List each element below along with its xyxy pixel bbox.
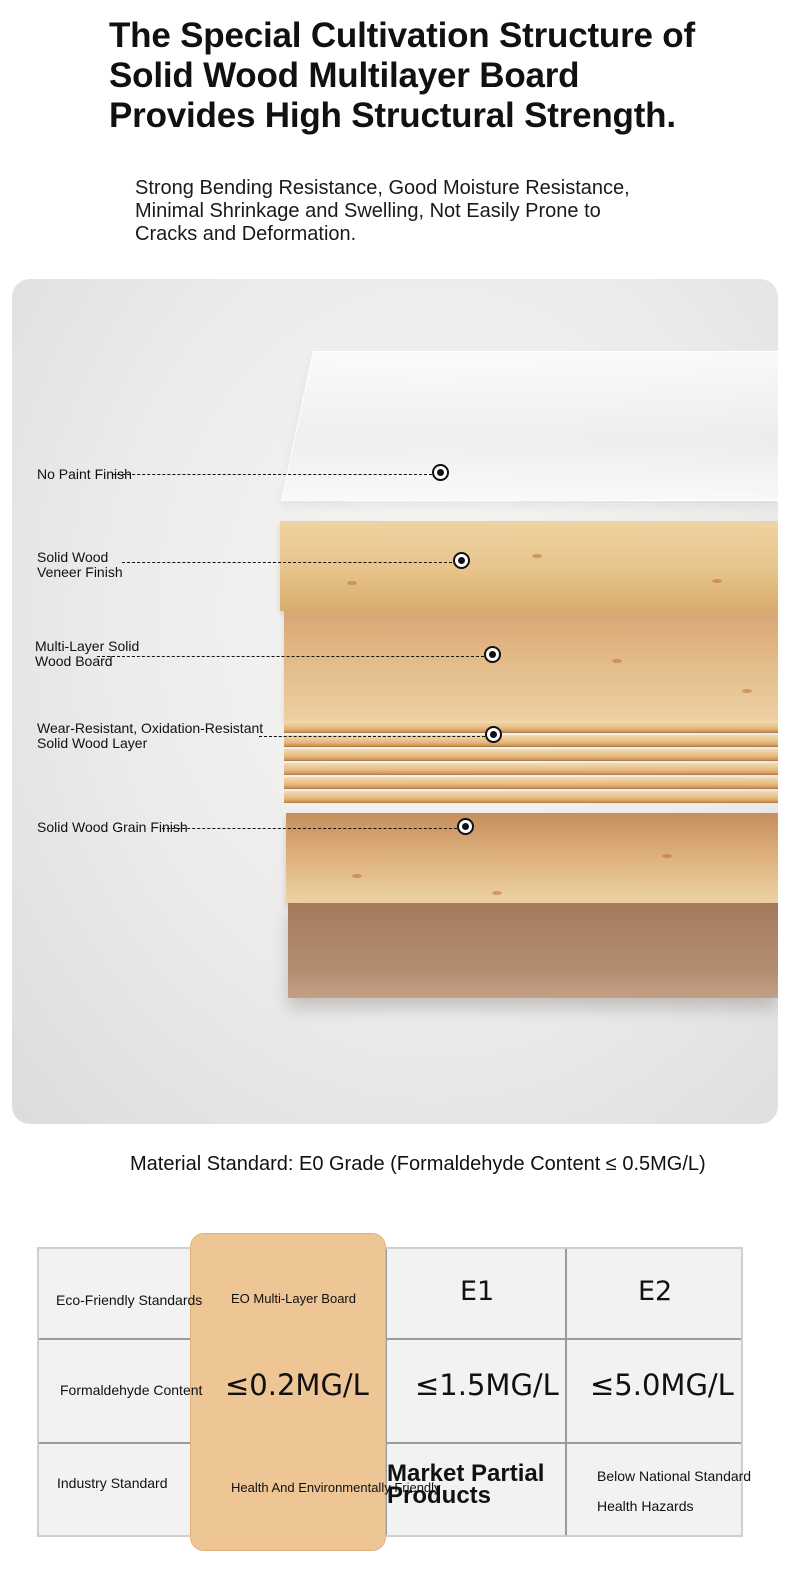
ply-stripe bbox=[284, 721, 778, 733]
table-divider bbox=[565, 1249, 567, 1535]
table-divider bbox=[39, 1442, 741, 1444]
ply-stripe bbox=[284, 791, 778, 803]
wood-knot bbox=[712, 579, 722, 583]
callout-label-grain-finish: Solid Wood Grain Finish bbox=[37, 819, 188, 835]
table-cell: ≤1.5MG/L bbox=[415, 1368, 559, 1402]
callout-label-no-paint: No Paint Finish bbox=[37, 466, 132, 482]
table-header: Eco-Friendly Standards bbox=[56, 1292, 203, 1308]
callout-marker bbox=[457, 818, 474, 835]
table-cell: ≤0.2MG/L bbox=[225, 1368, 369, 1402]
callout-line bbox=[162, 828, 457, 829]
callout-marker bbox=[453, 552, 470, 569]
wood-knot bbox=[347, 581, 357, 585]
callout-line bbox=[259, 736, 485, 737]
callout-marker bbox=[485, 726, 502, 743]
ply-stripe bbox=[284, 777, 778, 789]
callout-marker bbox=[432, 464, 449, 481]
row-label: Formaldehyde Content bbox=[60, 1382, 203, 1398]
grain-finish-layer bbox=[286, 813, 778, 903]
table-cell: Below National Standard Health Hazards bbox=[597, 1468, 752, 1514]
table-header: E2 bbox=[638, 1276, 673, 1307]
callout-marker bbox=[484, 646, 501, 663]
wood-knot bbox=[662, 854, 672, 858]
table-cell: Health And Environmentally Friendly bbox=[231, 1480, 441, 1495]
table-cell: ≤5.0MG/L bbox=[590, 1368, 734, 1402]
table-header: E1 bbox=[460, 1276, 495, 1307]
callout-label-wear-resistant: Wear-Resistant, Oxidation-Resistant Solid Wood Layer bbox=[37, 720, 264, 751]
callout-label-veneer: Solid Wood Veneer Finish bbox=[37, 549, 123, 580]
glass-top-layer bbox=[281, 351, 778, 501]
ply-stripe bbox=[284, 749, 778, 761]
table-header: EO Multi-Layer Board bbox=[231, 1291, 356, 1306]
multilayer-board bbox=[284, 611, 778, 721]
callout-label-multilayer: Multi-Layer Solid Wood Board bbox=[35, 638, 140, 669]
base-layer bbox=[288, 903, 778, 998]
callout-line bbox=[122, 562, 452, 563]
ply-stripe bbox=[284, 763, 778, 775]
callout-line bbox=[112, 474, 432, 475]
row-label: Industry Standard bbox=[57, 1475, 168, 1491]
table-cell: Market Partial Products bbox=[387, 1460, 545, 1509]
page-subtitle: Strong Bending Resistance, Good Moisture Resistance, Minimal Shrinkage and Swelling, Not Easily Prone to Cracks and Deformation. bbox=[135, 177, 630, 245]
wood-knot bbox=[612, 659, 622, 663]
wood-knot bbox=[532, 554, 542, 558]
table-divider bbox=[39, 1338, 741, 1340]
wood-knot bbox=[492, 891, 502, 895]
page-title: The Special Cultivation Structure of Solid Wood Multilayer Board Provides High Structural Strength. bbox=[109, 16, 695, 135]
veneer-layer bbox=[280, 521, 778, 611]
product-layer-image bbox=[12, 279, 778, 1124]
wood-knot bbox=[352, 874, 362, 878]
callout-line bbox=[97, 656, 484, 657]
material-standard: Material Standard: E0 Grade (Formaldehyde Content ≤ 0.5MG/L) bbox=[130, 1153, 706, 1175]
wood-knot bbox=[742, 689, 752, 693]
